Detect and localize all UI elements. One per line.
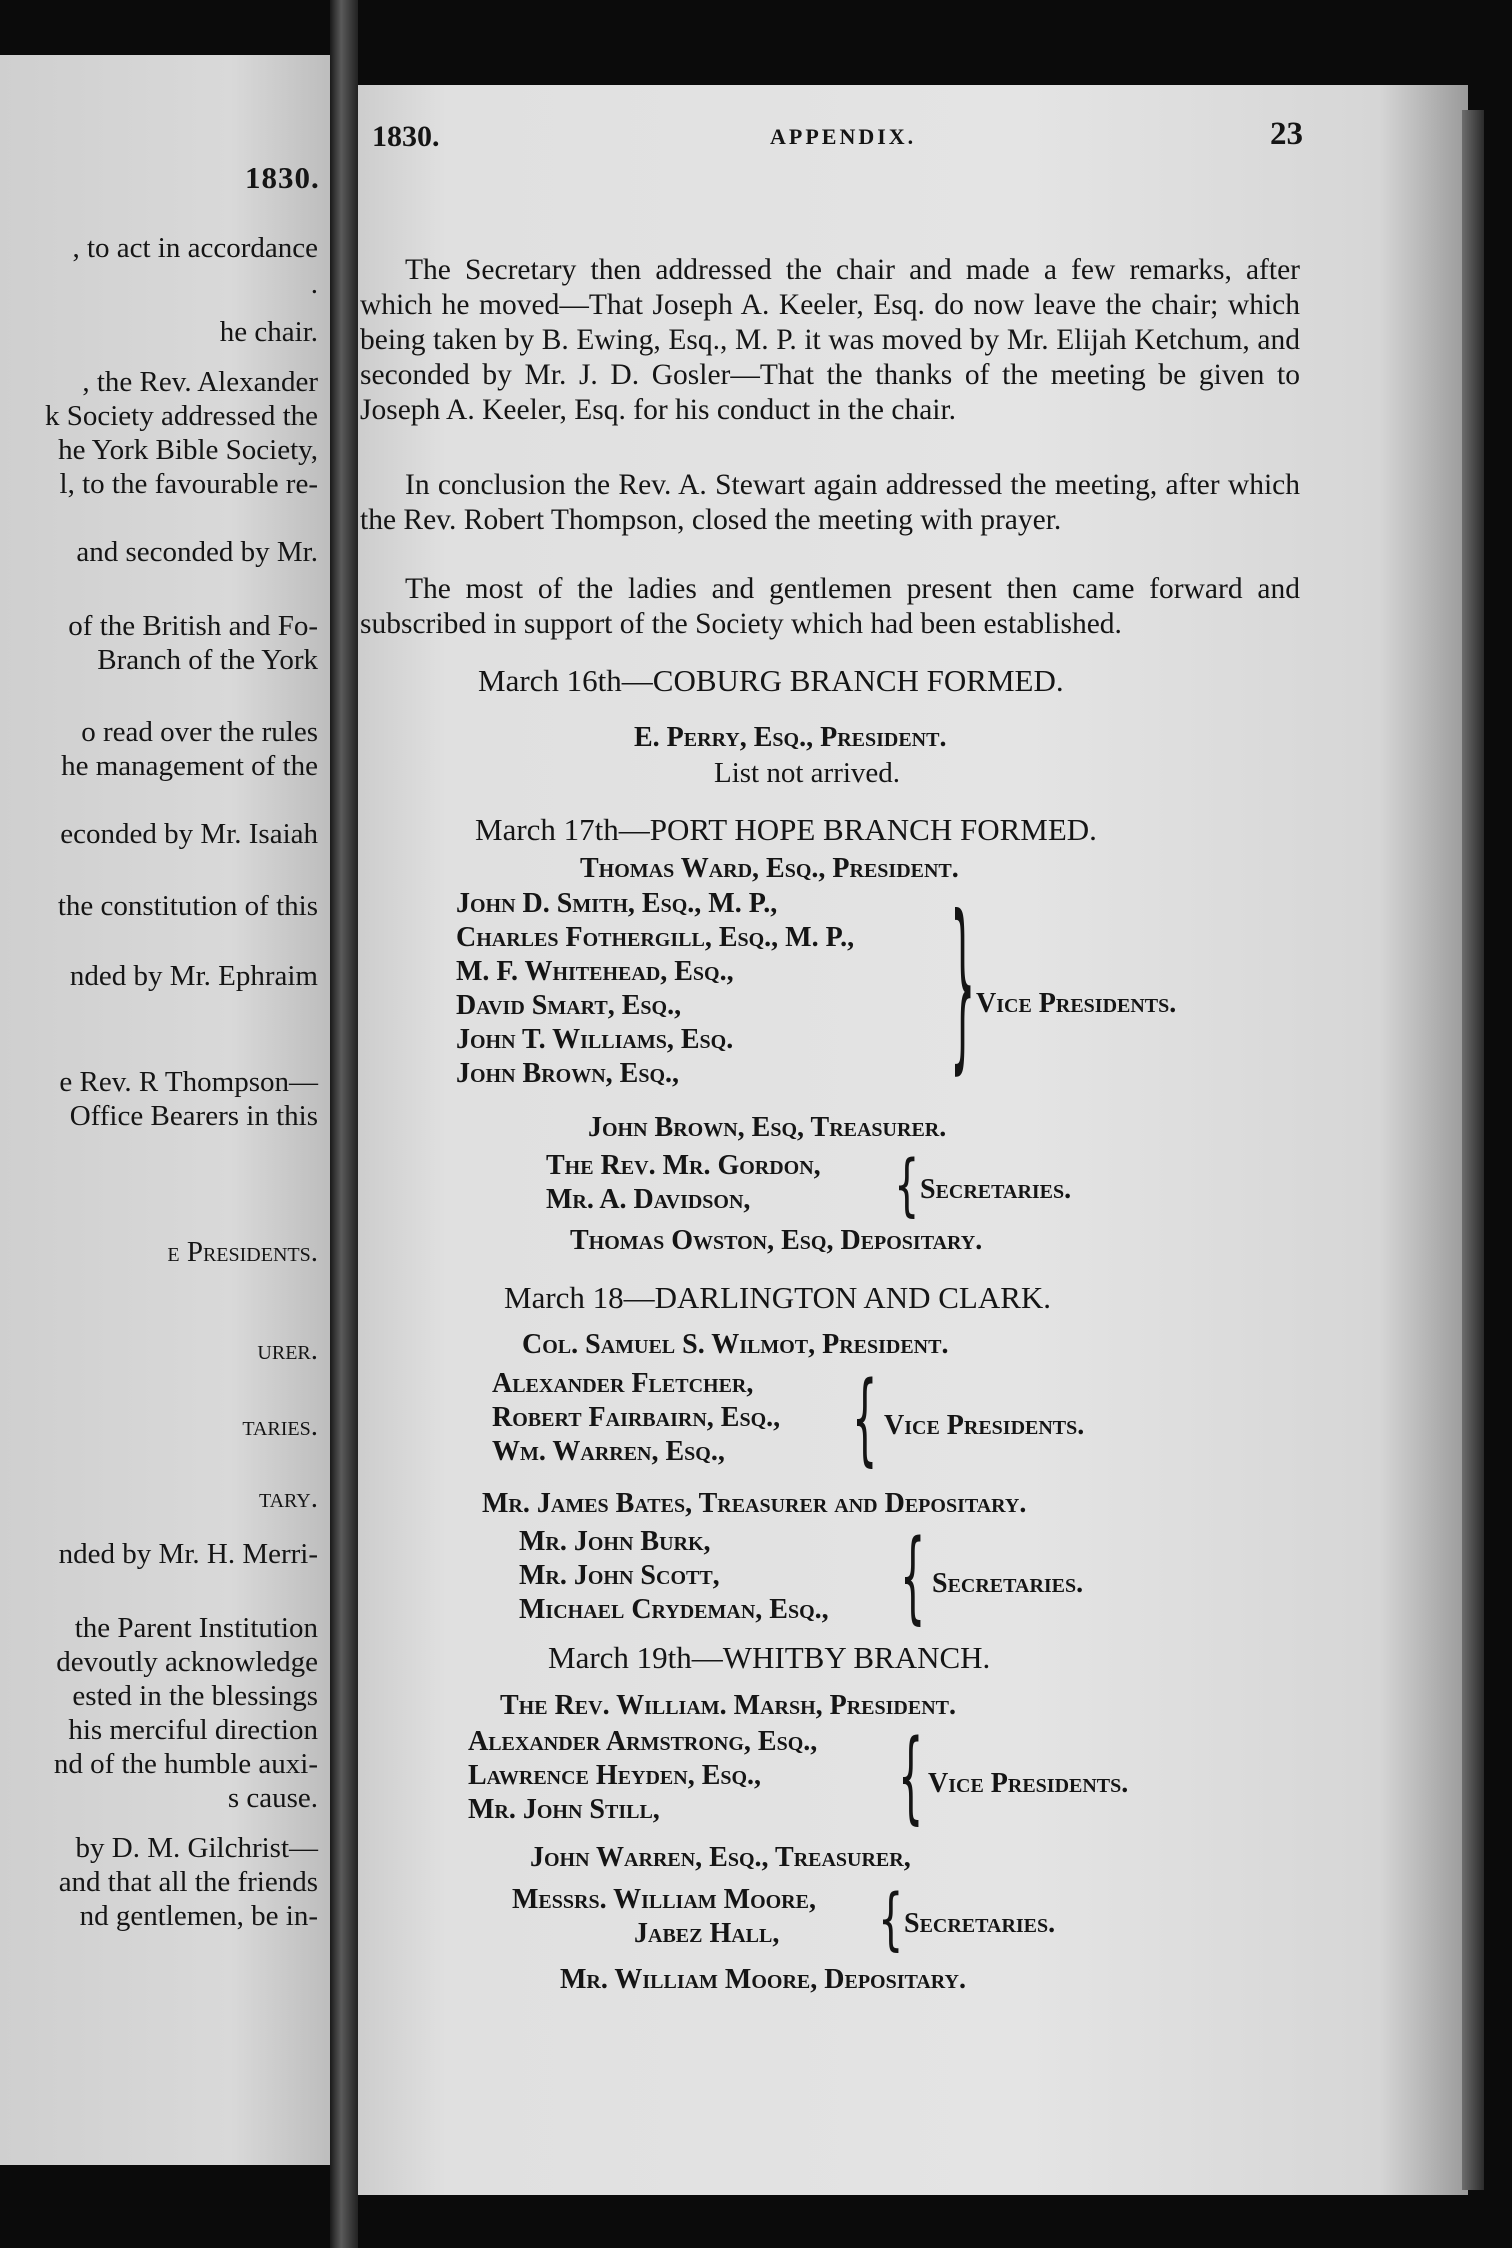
left-page-line: s cause. xyxy=(227,1782,318,1814)
darlington-vp-1: Alexander Fletcher, xyxy=(492,1368,754,1399)
darlington-treasurer: Mr. James Bates, Treasurer and Depositary. xyxy=(482,1488,1027,1519)
whitby-sec-2: Jabez Hall, xyxy=(634,1918,780,1949)
whitby-heading: March 19th—WHITBY BRANCH. xyxy=(548,1640,991,1675)
port-hope-vp-2: Charles Fothergill, Esq., M. P., xyxy=(456,922,855,953)
whitby-treasurer: John Warren, Esq., Treasurer, xyxy=(530,1842,911,1873)
left-page-header: 1830. xyxy=(245,160,320,195)
whitby-vp-2: Lawrence Heyden, Esq., xyxy=(468,1760,762,1791)
darlington-sec-3: Michael Crydeman, Esq., xyxy=(519,1594,829,1625)
darlington-vp-brace: { xyxy=(852,1362,878,1478)
left-page-line: he York Bible Society, xyxy=(58,434,318,466)
port-hope-depositary: Thomas Owston, Esq, Depositary. xyxy=(570,1225,983,1256)
left-page-line: of the British and Fo- xyxy=(68,610,318,642)
port-hope-vp-brace: } xyxy=(950,881,976,1093)
left-page-line: his merciful direction xyxy=(68,1714,318,1746)
darlington-vp-2: Robert Fairbairn, Esq., xyxy=(492,1402,781,1433)
left-page-line: Branch of the York xyxy=(97,644,318,676)
darlington-vp-3: Wm. Warren, Esq., xyxy=(492,1436,725,1467)
left-page-line: k Society addressed the xyxy=(44,400,318,432)
left-page-line: Office Bearers in this xyxy=(69,1100,318,1132)
coburg-president: E. Perry, Esq., President. xyxy=(634,722,947,753)
port-hope-heading: March 17th—PORT HOPE BRANCH FORMED. xyxy=(475,812,1097,847)
whitby-vp-brace: { xyxy=(898,1720,924,1836)
whitby-vp-1: Alexander Armstrong, Esq., xyxy=(468,1726,818,1757)
port-hope-vp-5: John T. Williams, Esq. xyxy=(456,1024,734,1055)
port-hope-vp-label: Vice Presidents. xyxy=(976,988,1177,1019)
port-hope-sec-label: Secretaries. xyxy=(920,1174,1072,1205)
left-page-line: e Rev. R Thompson— xyxy=(59,1066,318,1098)
left-page-line: , to act in accordance xyxy=(72,232,318,264)
left-page xyxy=(0,55,330,2165)
darlington-sec-1: Mr. John Burk, xyxy=(519,1526,711,1557)
left-page-line: he management of the xyxy=(61,750,318,782)
whitby-sec-1: Messrs. William Moore, xyxy=(512,1884,816,1915)
port-hope-president: Thomas Ward, Esq., President. xyxy=(580,853,959,884)
left-page-line: . xyxy=(310,268,318,300)
left-page-line: tary. xyxy=(259,1482,318,1514)
left-page-line: the constitution of this xyxy=(57,890,318,922)
page-number: 23 xyxy=(1270,116,1303,152)
darlington-vp-label: Vice Presidents. xyxy=(884,1410,1085,1441)
left-page-line: , the Rev. Alexander xyxy=(82,366,318,398)
paragraph-conclusion: In conclusion the Rev. A. Stewart again addressed the meeting, after which the Rev. Robert Thompson, closed the meeting with prayer. xyxy=(360,469,1300,536)
whitby-vp-3: Mr. John Still, xyxy=(468,1794,660,1825)
left-page-line: nded by Mr. Ephraim xyxy=(69,960,318,992)
book-gutter xyxy=(330,0,358,2248)
port-hope-sec-1: The Rev. Mr. Gordon, xyxy=(546,1150,821,1181)
left-page-line: nd gentlemen, be in- xyxy=(79,1900,318,1932)
page-edge xyxy=(1462,110,1484,2190)
darlington-sec-2: Mr. John Scott, xyxy=(519,1560,720,1591)
port-hope-vp-6: John Brown, Esq., xyxy=(456,1058,680,1089)
left-page-line: and seconded by Mr. xyxy=(76,536,318,568)
whitby-vp-label: Vice Presidents. xyxy=(928,1768,1129,1799)
left-page-line: nd of the humble auxi- xyxy=(53,1748,318,1780)
whitby-president: The Rev. William. Marsh, President. xyxy=(500,1690,956,1721)
left-page-line: urer. xyxy=(257,1334,318,1366)
whitby-depositary: Mr. William Moore, Depositary. xyxy=(560,1964,966,1995)
port-hope-vp-4: David Smart, Esq., xyxy=(456,990,682,1021)
darlington-president: Col. Samuel S. Wilmot, President. xyxy=(522,1329,949,1360)
port-hope-vp-1: John D. Smith, Esq., M. P., xyxy=(456,888,778,919)
darlington-sec-label: Secretaries. xyxy=(932,1568,1084,1599)
left-page-line: and that all the friends xyxy=(58,1866,318,1898)
port-hope-vp-3: M. F. Whitehead, Esq., xyxy=(456,956,734,987)
left-page-line: he chair. xyxy=(219,316,318,348)
whitby-sec-brace: { xyxy=(878,1880,904,1960)
darlington-sec-brace: { xyxy=(900,1520,926,1636)
left-page-line: econded by Mr. Isaiah xyxy=(60,818,318,850)
paragraph-subscribed: The most of the ladies and gentlemen present then came forward and subscribed in support of the Society which had been established. xyxy=(360,573,1300,640)
left-page-line: l, to the favourable re- xyxy=(59,468,318,500)
paragraph-secretary-moved: The Secretary then addressed the chair and made a few remarks, after which he moved—That Joseph A. Keeler, Esq. do now leave the chair; which being taken by B. Ewing, Esq., M. P. it was moved by Mr. Elijah Ketchum, and seconded by Mr. J. D. Gosler—That the thanks of the meeting be given to Joseph A. Keeler, Esq. for his conduct in the chair. xyxy=(360,254,1300,426)
right-page-year: 1830. xyxy=(372,120,440,153)
port-hope-sec-2: Mr. A. Davidson, xyxy=(546,1184,751,1215)
left-page-line: the Parent Institution xyxy=(74,1612,318,1644)
left-page-line: taries. xyxy=(242,1410,318,1442)
left-page-line: o read over the rules xyxy=(81,716,318,748)
darlington-heading: March 18—DARLINGTON AND CLARK. xyxy=(504,1280,1052,1315)
port-hope-sec-brace: { xyxy=(894,1146,920,1226)
left-page-line: nded by Mr. H. Merri- xyxy=(58,1538,318,1570)
coburg-heading: March 16th—COBURG BRANCH FORMED. xyxy=(478,663,1064,698)
coburg-note: List not arrived. xyxy=(714,757,901,789)
running-title: APPENDIX. xyxy=(770,124,917,149)
whitby-sec-label: Secretaries. xyxy=(904,1908,1056,1939)
left-page-line: ested in the blessings xyxy=(72,1680,318,1712)
left-page-line: e Presidents. xyxy=(167,1236,318,1268)
port-hope-treasurer: John Brown, Esq, Treasurer. xyxy=(588,1112,947,1143)
left-page-line: devoutly acknowledge xyxy=(56,1646,318,1678)
left-page-line: by D. M. Gilchrist— xyxy=(75,1832,318,1864)
